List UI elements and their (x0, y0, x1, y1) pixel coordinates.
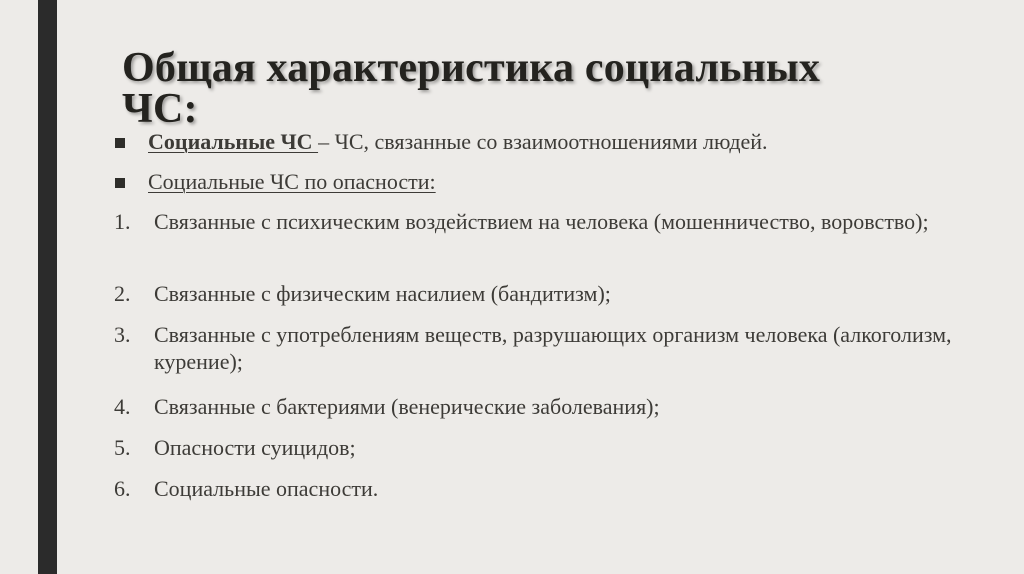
square-bullet-icon (115, 138, 125, 148)
slide-title: Общая характеристика социальных ЧС: (122, 45, 821, 132)
item-text: Связанные с бактериями (венерические заболевания); (154, 394, 660, 419)
item-text: Социальные опасности. (154, 476, 379, 501)
term-social-emergency: Социальные ЧС (148, 129, 319, 154)
item-number: 5. (114, 435, 131, 460)
item-text: Опасности суицидов; (154, 435, 356, 460)
item-number: 6. (114, 476, 131, 501)
item-number: 3. (114, 322, 131, 347)
item-number: 1. (114, 209, 131, 234)
bullet-text: Социальные ЧС по опасности: (148, 169, 436, 194)
item-text: Связанные с физическим насилием (бандитизм); (154, 281, 611, 306)
item-text: Связанные с употреблениям веществ, разрушающих организм человека (алкоголизм, курение); (154, 322, 952, 374)
square-bullet-icon (115, 178, 125, 188)
accent-bar (38, 0, 57, 574)
item-number: 2. (114, 281, 131, 306)
definition-text: – ЧС, связанные со взаимоотношениями людей. (318, 129, 768, 154)
item-number: 4. (114, 394, 131, 419)
item-text: Связанные с психическим воздействием на человека (мошенничество, воровство); (154, 209, 929, 234)
bullet-text (148, 128, 768, 155)
